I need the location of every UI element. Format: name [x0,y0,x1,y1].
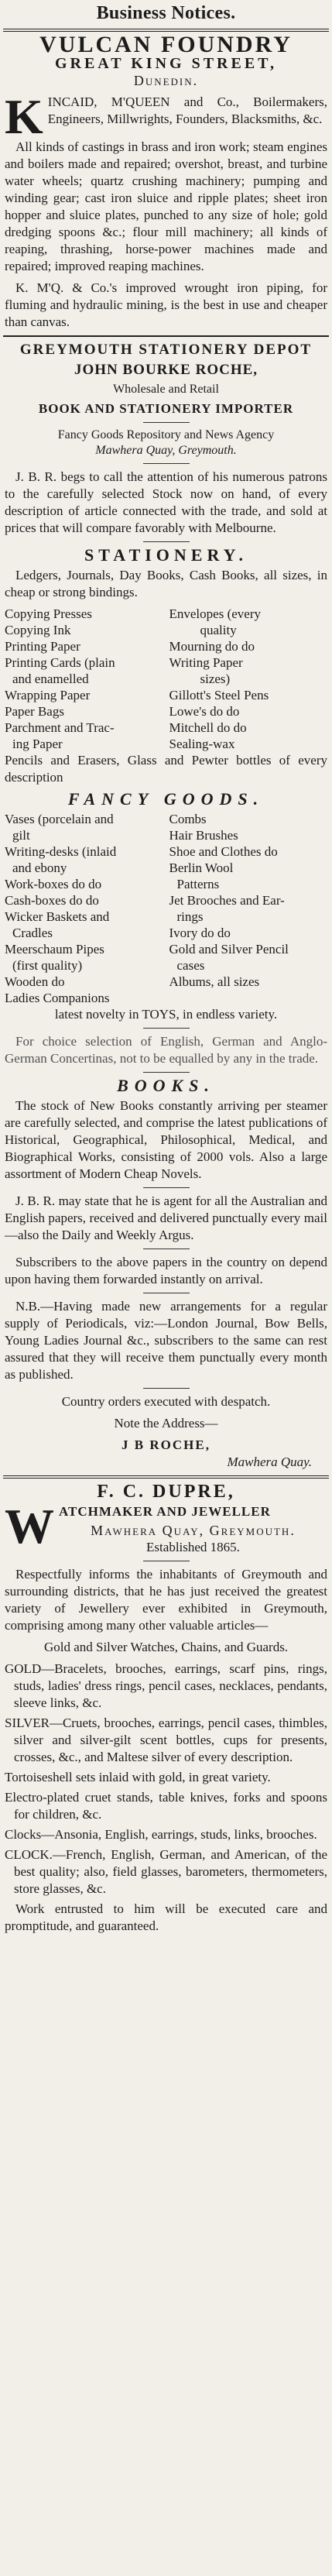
list-item: Gold and Silver Pencil [169,942,289,957]
list-item: and enamelled [12,671,89,686]
proprietor-name: JOHN BOURKE ROCHE, [74,362,258,378]
drop-cap: W [5,1499,54,1554]
list-item: Sealing-wax [169,737,235,751]
depot-address: Mawhera Quay, Greymouth. [95,444,237,457]
fancy-goods-line: Fancy Goods Repository and News Agency [57,428,275,441]
list-item: (first quality) [12,958,83,973]
list-item: gilt [12,828,30,843]
list-item: CLOCK.—French, English, German, and American, of the best quality; also, field glasses, barometers, thermometers, store glasses, &c. [5,1847,327,1896]
list-item: sizes) [200,671,231,686]
nb-text: N.B.—Having made new arrangements for a regular supply of Periodicals, viz:—London Journal, Bow Bells, Young Ladies Journal &c., subscribers to the same can rest assured that they will receive them punctually every month as published. [5,1299,327,1382]
list-item: ing Paper [12,737,63,751]
divider [143,1388,190,1389]
divider [143,463,190,464]
signature-place: Mawhera Quay. [227,1455,312,1469]
agent-text: J. B. R. may state that he is agent for all the Australian and English papers, received and delivered punctually every mail—also the Daily and Weekly Argus. [5,1194,327,1242]
vulcan-foundry-ad [0,32,332,331]
list-item: Electro-plated cruet stands, table knives, forks and spoons for children, &c. [5,1790,327,1822]
dupre-ad [0,1483,332,1935]
address-note: Note the Address— [114,1416,218,1431]
divider [143,1028,190,1029]
foundry-town: Dunedin. [133,73,199,88]
jeweller-trade: ATCHMAKER AND JEWELLER [59,1504,271,1519]
list-item: Ivory do do [169,926,231,940]
trade-line: Wholesale and Retail [113,383,219,396]
established-line: Established 1865. [146,1540,240,1554]
list-item: Tortoiseshell sets inlaid with gold, in great variety. [5,1770,271,1784]
list-item: rings [176,909,204,924]
divider [3,335,329,337]
list-item: Mourning do do [169,639,255,654]
list-item: Albums, all sizes [169,974,260,989]
foundry-name: VULCAN FOUNDRY [39,32,293,57]
list-item: Copying Ink [5,623,71,637]
divider [143,1187,190,1188]
watches-line: Gold and Silver Watches, Chains, and Guards. [43,1640,289,1654]
books-text: The stock of New Books constantly arriving per steamer are carefully selected, and comprise the latest publications of Historical, Geographical, Philosophical, Medical, and Biographical Works, consisting of 2000 vols. Also a large assortment of Modern Cheap Novels. [5,1098,327,1181]
subscribers-text: Subscribers to the above papers in the country on depend upon having them forwarded instantly on arrival. [5,1255,327,1286]
list-item: Gillott's Steel Pens [169,688,269,702]
stock-intro: J. B. R. begs to call the attention of his numerous patrons to the carefully selected Stock now on hand, of every description of article connected with the trade, and sold at prices that will compare favorably with Melbourne. [5,469,327,535]
importer-line: BOOK AND STATIONERY IMPORTER [38,401,294,416]
toys-line: latest novelty in TOYS, in endless variety. [54,1007,278,1022]
foundry-body: All kinds of castings in brass and iron work; steam engines and boilers made and repaired; overshot, breast, and turbine water wheels; quartz crushing machinery; pumping and winding gear; cast iron sluice and ripple plates; sheet iron hopper and sluice plates, punched to any size of hole; gold dredging spoons &c.; flour mill machinery; all kinds of reaping, thrashing, horse-power machines made and repaired; improved reaping machines. [5,139,327,273]
list-item: Printing Cards (plain [5,655,115,670]
page-title: Business Notices. [96,3,236,23]
list-item: Ladies Companions [5,991,110,1005]
work-guarantee: Work entrusted to him will be executed care and promptitude, and guaranteed. [5,1901,327,1933]
list-item: Mitchell do do [169,720,247,735]
drop-cap: K [5,89,43,144]
list-item: Writing Paper [169,655,243,670]
stationery-heading: STATIONERY. [84,545,248,565]
country-orders: Country orders executed with despatch. [61,1394,271,1409]
list-item: Cradles [12,926,53,940]
foundry-street: GREAT KING STREET, [54,55,278,72]
list-item: Meerschaum Pipes [5,942,104,957]
list-item: Copying Presses [5,606,92,621]
divider [143,541,190,542]
signature-name: J B ROCHE, [122,1437,210,1452]
list-item: cases [176,958,205,973]
jeweller-name: F. C. DUPRE, [97,1482,235,1502]
stationery-list [5,606,327,752]
stationery-depot-ad [0,342,332,1471]
depot-title: GREYMOUTH STATIONERY DEPOT [19,342,313,358]
list-item: and ebony [12,860,67,875]
list-item: Wooden do [5,974,65,989]
list-item: Work-boxes do do [5,877,102,891]
list-item: Wrapping Paper [5,688,91,702]
list-item [169,990,328,1006]
ledgers-line: Ledgers, Journals, Day Books, Cash Books, all sizes, in cheap or strong bindings. [5,568,327,599]
books-heading: BOOKS. [117,1076,215,1095]
list-item: Lowe's do do [169,704,240,719]
list-item: GOLD—Bracelets, brooches, earrings, scarf pins, rings, studs, ladies' dress rings, pencil cases, necklaces, pendants, sleeve links, &c. [5,1661,327,1710]
list-item: Vases (porcelain and [5,812,114,826]
list-item: Patterns [176,877,220,891]
list-item: Printing Paper [5,639,80,654]
list-item: Hair Brushes [169,828,238,843]
foundry-piping: K. M'Q. & Co.'s improved wrought iron piping, for fluming and hydraulic mining, is the best in use and cheaper than canvas. [5,280,327,329]
jeweller-address: Mawhera Quay, Greymouth. [91,1523,296,1538]
list-item: SILVER—Cruets, brooches, earrings, pencil cases, thimbles, silver and silver-gilt scent bottles, cups for presents, crosses, &c., and Maltese silver of every description. [5,1716,327,1764]
divider [143,422,190,423]
pencils-line: Pencils and Erasers, Glass and Pewter bottles of every description [5,753,327,785]
jeweller-intro: Respectfully informs the inhabitants of Greymouth and surrounding districts, that he has just received the greatest variety of Jewellery ever exhibited in Greymouth, comprising among many other valuable articles— [5,1567,327,1633]
list-item: Wicker Baskets and [5,909,110,924]
list-item: Berlin Wool [169,860,234,875]
list-item: Shoe and Clothes do [169,844,278,859]
list-item: Cash-boxes do do [5,893,99,908]
divider [3,1475,329,1479]
list-item: Clocks—Ansonia, English, earrings, studs, links, brooches. [5,1827,317,1842]
list-item: Jet Brooches and Ear- [169,893,285,908]
foundry-intro-text: INCAID, M'QUEEN and Co., Boilermakers, Engineers, Millwrights, Founders, Blacksmiths, &c. [47,94,327,126]
foundry-intro [5,89,327,144]
fancy-goods-list [5,811,327,1006]
list-item: Envelopes (every [169,606,261,621]
concertinas-line: For choice selection of English, German and Anglo-German Concertinas, not to be equalled by any in the trade. [5,1034,327,1066]
list-item: Parchment and Trac- [5,720,115,735]
list-item: Writing-desks (inlaid [5,844,117,859]
fancy-goods-heading: FANCY GOODS. [67,789,265,809]
list-item: quality [200,623,237,637]
list-item: Combs [169,812,207,826]
divider [143,1072,190,1073]
list-item: Paper Bags [5,704,64,719]
